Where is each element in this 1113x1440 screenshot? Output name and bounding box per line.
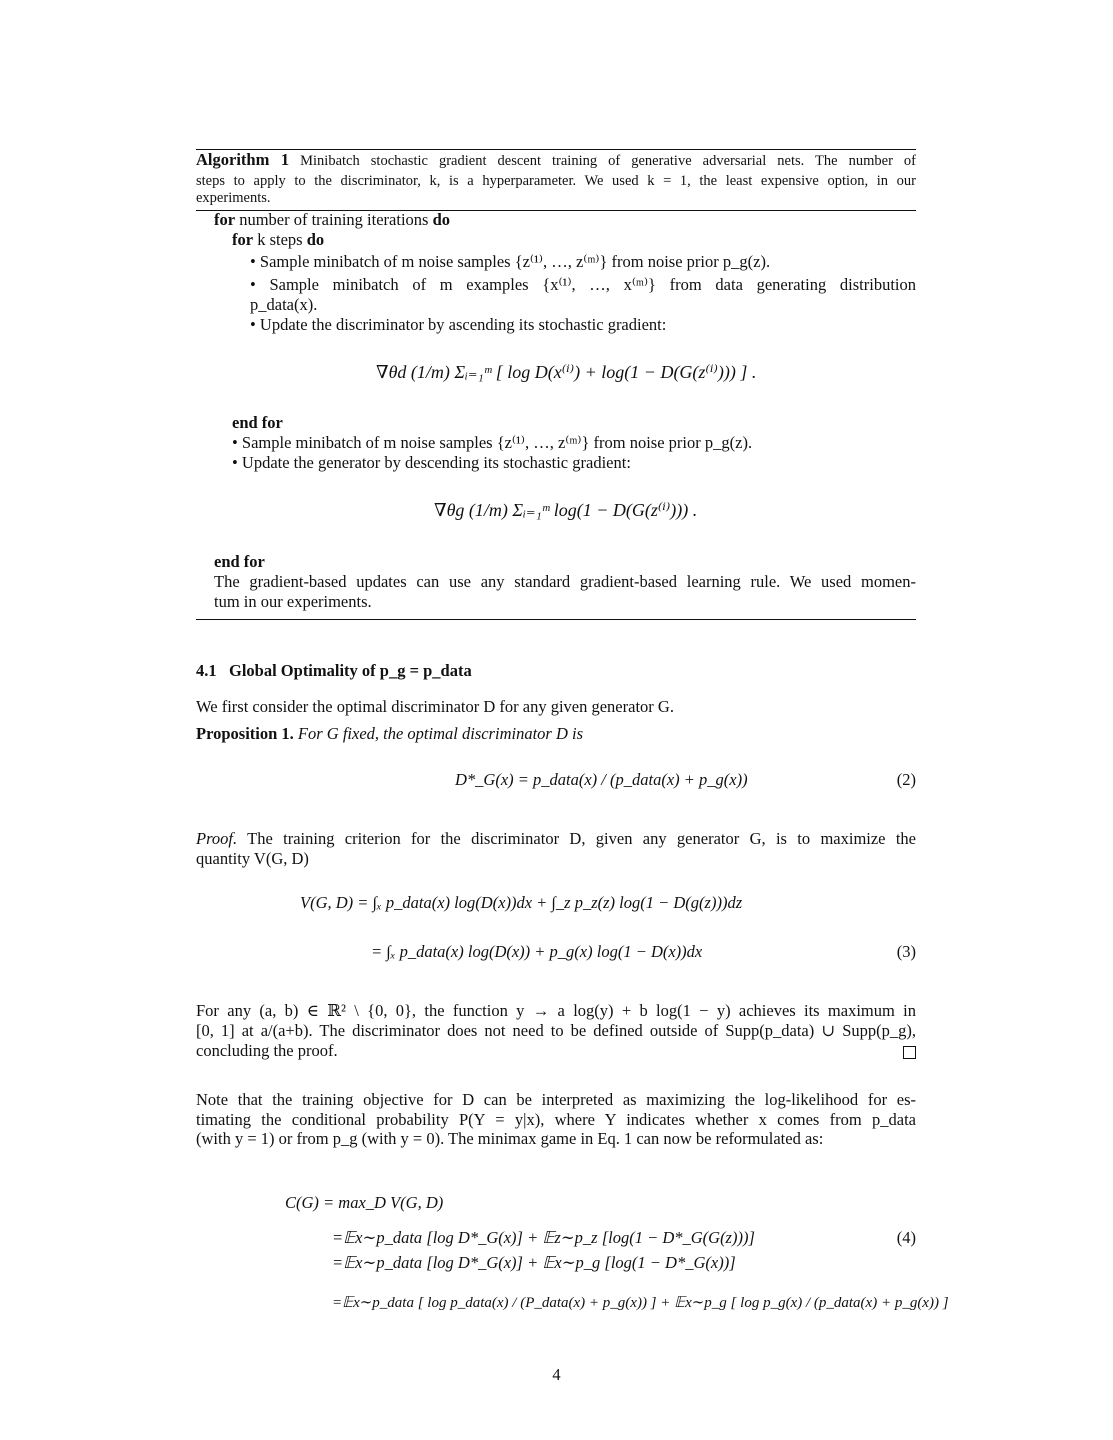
loop-text: number of training iterations [235,210,433,229]
paragraph-line: (with y = 1) or from p_g (with y = 0). The minimax game in Eq. 1 can now be reformulated as: [196,1129,824,1148]
discriminator-bullet-1: • Sample minibatch of m noise samples {z⁽¹⁾, …, z⁽ᵐ⁾} from noise prior p_g(z). [250,252,771,271]
equation-number: (4) [896,1228,916,1247]
proof-text: The training criterion for the discriminator D, given any generator G, is to maximize the [247,829,917,848]
paragraph-line: concluding the proof. [196,1041,338,1060]
keyword-end-for: end for [214,552,265,571]
for-inner-line [232,230,952,250]
section-title: Global Optimality of p_g = p_data [229,661,472,680]
generator-gradient-equation: ∇θg (1/m) Σᵢ₌₁ᵐ log(1 − D(G(z⁽ⁱ⁾))) . [434,500,698,520]
keyword-do: do [306,230,325,249]
equation-number: (3) [896,942,916,961]
algorithm-caption-line: steps to apply to the discriminator, k, is a hyperparameter. We used k = 1, the least expensive option, in our [196,173,916,189]
section-number: 4.1 [196,661,217,680]
generator-bullet-1: • Sample minibatch of m noise samples {z⁽¹⁾, …, z⁽ᵐ⁾} from noise prior p_g(z). [232,433,753,452]
qed-square-icon [903,1046,916,1059]
proof-label: Proof. [196,829,238,848]
equation-4-line-4: =𝔼x∼p_data [ log p_data(x) / (P_data(x) + p_g(x)) ] + 𝔼x∼p_g [ log p_g(x) / (p_data(x) + p_g(x)) ] [332,1295,949,1311]
discriminator-gradient-equation: ∇θd (1/m) Σᵢ₌₁ᵐ [ log D(x⁽ⁱ⁾) + log(1 − D(G(z⁽ⁱ⁾))) ] . [376,362,757,382]
equation-2: D*_G(x) = p_data(x) / (p_data(x) + p_g(x)) [455,770,748,789]
equation-4-line-1: C(G) = max_D V(G, D) [285,1193,444,1212]
equation-3-line-1: V(G, D) = ∫ₓ p_data(x) log(D(x))dx + ∫_z p_z(z) log(1 − D(g(z)))dz [300,893,743,912]
proof-line: quantity V(G, D) [196,849,309,868]
algorithm-caption-line [196,150,916,171]
section-heading [196,661,916,681]
paragraph-line: For any (a, b) ∈ ℝ² \ {0, 0}, the function y → a log(y) + b log(1 − y) achieves its maximum in [196,1001,916,1020]
end-for-outer [214,552,934,572]
algorithm-label: Algorithm 1 [196,150,290,169]
equation-3-line-2: = ∫ₓ p_data(x) log(D(x)) + p_g(x) log(1 − D(x))dx [371,942,703,961]
keyword-do: do [432,210,451,229]
paragraph-line: timating the conditional probability P(Y = y|x), where Y indicates whether x comes from p_data [196,1110,916,1129]
algorithm-footer-line: The gradient-based updates can use any standard gradient-based learning rule. We used momen- [214,572,916,591]
keyword-for: for [232,230,254,249]
paragraph-line: [0, 1] at a/(a+b). The discriminator does not need to be defined outside of Supp(p_data) ∪ Supp(p_g), [196,1021,916,1040]
discriminator-bullet-2: • Sample minibatch of m examples {x⁽¹⁾, …, x⁽ᵐ⁾} from data generating distribution [250,275,916,294]
algorithm-caption-line: experiments. [196,190,271,206]
generator-bullet-2: • Update the generator by descending its stochastic gradient: [232,453,631,472]
proposition [196,724,916,744]
page-number: 4 [552,1365,561,1384]
algorithm-bottom-rule [196,619,916,620]
proof-line [196,829,916,849]
loop-text: k steps [253,230,307,249]
discriminator-bullet-2-cont: p_data(x). [250,295,318,314]
discriminator-bullet-3: • Update the discriminator by ascending its stochastic gradient: [250,315,667,334]
algorithm-footer-line: tum in our experiments. [214,592,372,611]
keyword-end-for: end for [232,413,283,432]
proposition-label: Proposition 1. [196,724,294,743]
end-for-inner [232,413,952,433]
paragraph-line: Note that the training objective for D can be interpreted as maximizing the log-likelihood for es- [196,1090,916,1109]
equation-number: (2) [896,770,916,789]
keyword-for: for [214,210,236,229]
for-outer-line [214,210,934,230]
proposition-text: For G fixed, the optimal discriminator D is [297,724,583,743]
equation-4-line-3: =𝔼x∼p_data [log D*_G(x)] + 𝔼x∼p_g [log(1 − D*_G(x))] [332,1253,736,1272]
equation-4-line-2: =𝔼x∼p_data [log D*_G(x)] + 𝔼z∼p_z [log(1 − D*_G(G(z)))] [332,1228,755,1247]
caption-text: Minibatch stochastic gradient descent training of generative adversarial nets. The number of [300,153,917,169]
paragraph: We first consider the optimal discriminator D for any given generator G. [196,697,674,716]
